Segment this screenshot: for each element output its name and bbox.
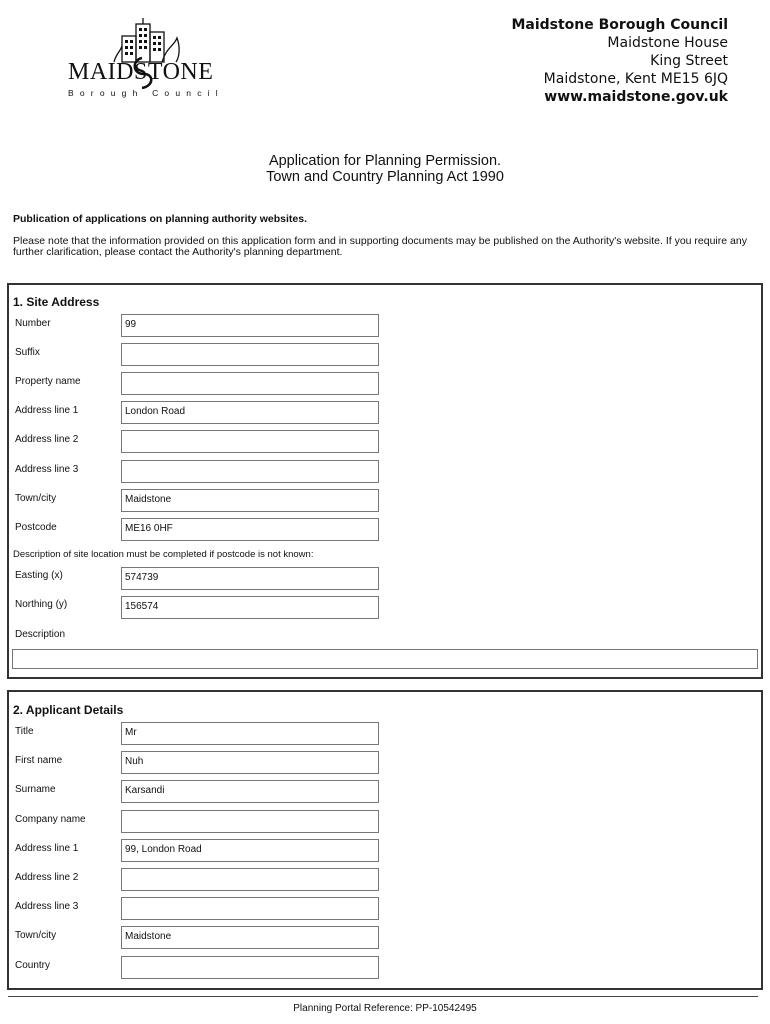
location-note: Description of site location must be completed if postcode is not known:: [13, 549, 314, 560]
field-label: Postcode: [15, 522, 57, 533]
logo-wordmark: MAIDSTONE: [68, 59, 214, 85]
field-label: Town/city: [15, 930, 57, 941]
field-label: Address line 1: [15, 843, 79, 854]
field-label: Easting (x): [15, 570, 63, 581]
footer-divider: [8, 996, 758, 997]
address-line: King Street: [650, 53, 728, 69]
form-title: [0, 153, 770, 185]
applicant-first-name-input[interactable]: Nuh: [121, 751, 379, 774]
logo-subtitle: Borough Council: [68, 88, 224, 98]
applicant-details-title: 2. Applicant Details: [13, 703, 124, 717]
site-number-input[interactable]: 99: [121, 314, 379, 337]
applicant-surname-input[interactable]: Karsandi: [121, 780, 379, 803]
form-title-line1: Application for Planning Permission.: [268, 153, 502, 169]
site-town-input[interactable]: Maidstone: [121, 489, 379, 512]
field-label: Northing (y): [15, 599, 68, 610]
field-label: Suffix: [15, 347, 40, 358]
address-line: Maidstone, Kent ME15 6JQ: [543, 71, 728, 87]
site-address-title: 1. Site Address: [13, 295, 100, 309]
applicant-address-line3-input[interactable]: [121, 897, 379, 920]
field-label: Address line 2: [15, 434, 79, 445]
applicant-country-input[interactable]: [121, 956, 379, 979]
site-address-line1-input[interactable]: London Road: [121, 401, 379, 424]
site-postcode-input[interactable]: ME16 0HF: [121, 518, 379, 541]
field-label: First name: [15, 755, 63, 766]
applicant-address-line2-input[interactable]: [121, 868, 379, 891]
easting-input[interactable]: 574739: [121, 567, 379, 590]
applicant-title-input[interactable]: Mr: [121, 722, 379, 745]
field-label: Address line 2: [15, 872, 79, 883]
northing-input[interactable]: 156574: [121, 596, 379, 619]
publication-notice-heading: Publication of applications on planning authority websites.: [13, 213, 308, 225]
site-address-line2-input[interactable]: [121, 430, 379, 453]
council-name: Maidstone Borough Council: [511, 17, 728, 33]
field-label: Surname: [15, 784, 56, 795]
applicant-company-input[interactable]: [121, 810, 379, 833]
applicant-town-input[interactable]: Maidstone: [121, 926, 379, 949]
field-label: Number: [15, 318, 51, 329]
field-label: Property name: [15, 376, 81, 387]
address-line: Maidstone House: [607, 35, 728, 51]
applicant-address-line1-input[interactable]: 99, London Road: [121, 839, 379, 862]
field-label: Address line 3: [15, 901, 79, 912]
council-website[interactable]: www.maidstone.gov.uk: [544, 89, 728, 105]
site-suffix-input[interactable]: [121, 343, 379, 366]
field-label: Company name: [15, 814, 86, 825]
field-label: Address line 3: [15, 464, 79, 475]
publication-notice-body: Please note that the information provided on this application form and in supporting documents may be published on the Authority's website. If you require any further clarification, please contact the Authority's planning department.: [13, 235, 747, 258]
council-address-block: [511, 16, 728, 106]
site-description-input[interactable]: [12, 649, 758, 669]
field-label: Title: [15, 726, 34, 737]
field-label: Town/city: [15, 493, 57, 504]
field-label: Address line 1: [15, 405, 79, 416]
site-property-name-input[interactable]: [121, 372, 379, 395]
field-label: Country: [15, 960, 51, 971]
field-label: Description: [15, 629, 66, 640]
form-title-line2: Town and Country Planning Act 1990: [266, 169, 504, 185]
portal-reference: Planning Portal Reference: PP-10542495: [293, 1003, 477, 1014]
site-address-line3-input[interactable]: [121, 460, 379, 483]
